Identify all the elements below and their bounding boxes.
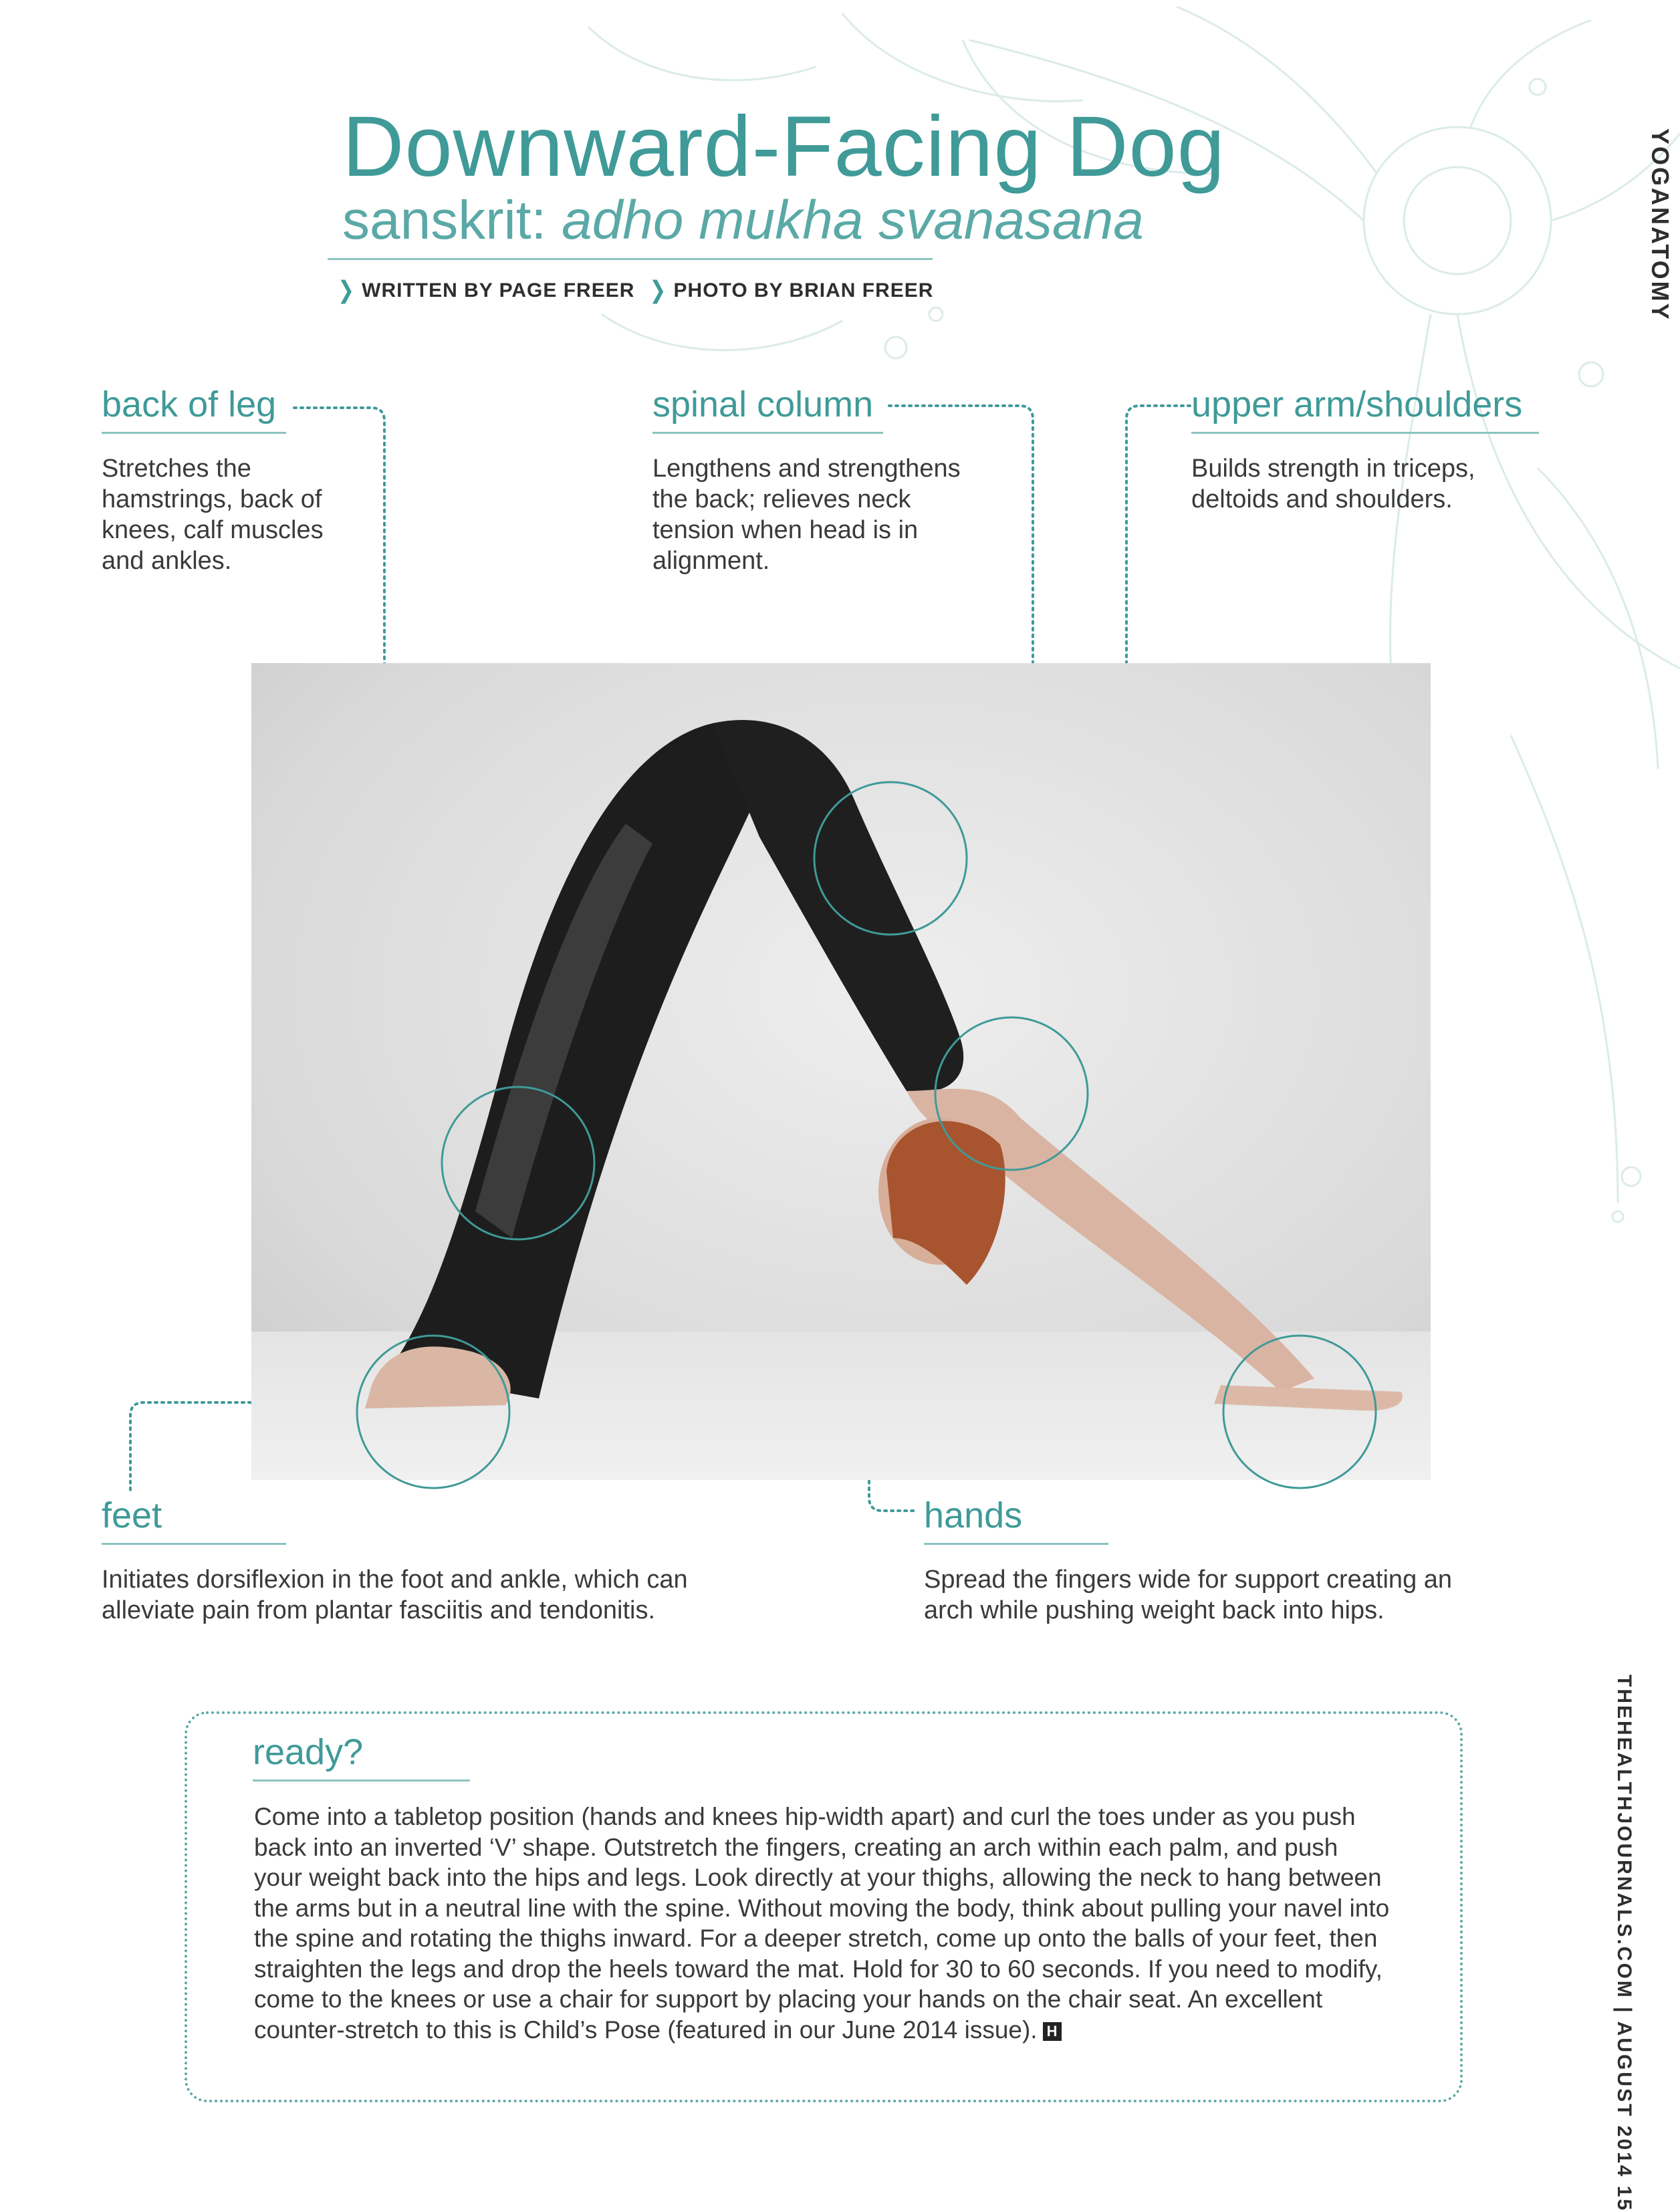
- back-of-leg-text: Stretches the hamstrings, back of knees, calf muscles and ankles.: [102, 455, 324, 575]
- chevron-right-icon: ❯: [338, 277, 356, 304]
- feet-rule: [102, 1543, 286, 1545]
- feet-heading: feet: [102, 1495, 162, 1535]
- feet-text: Initiates dorsiflexion in the foot and ankle, which can alleviate pain from plantar fasciitis and tendonitis.: [102, 1566, 688, 1624]
- ready-instructions: [254, 1802, 1391, 2045]
- journal-logo-icon: H: [1043, 2022, 1062, 2041]
- spinal-column-text: Lengthens and strengthens the back; relieves neck tension when head is in alignment.: [652, 455, 961, 575]
- photo-by: PHOTO BY BRIAN FREER: [673, 279, 934, 301]
- upper-arm-heading: upper arm/shoulders: [1191, 384, 1523, 424]
- spinal-column-rule: [652, 432, 883, 434]
- page-title: Downward-Facing Dog: [342, 99, 1225, 195]
- page-footer: THEHEALTHJOURNALS.COM | AUGUST 2014 15: [1613, 1675, 1635, 2212]
- written-by: WRITTEN BY PAGE FREER: [362, 279, 635, 301]
- ready-heading: ready?: [253, 1732, 364, 1772]
- ready-rule: [253, 1779, 470, 1781]
- title-rule: [328, 258, 933, 260]
- back-of-leg-heading: back of leg: [102, 384, 277, 424]
- sanskrit-name: adho mukha svanasana: [562, 190, 1144, 251]
- section-label: YOGANATOMY: [1647, 128, 1674, 322]
- upper-arm-text: Builds strength in triceps, deltoids and shoulders.: [1191, 455, 1475, 513]
- hands-rule: [924, 1543, 1108, 1545]
- yoga-pose-illustration: [251, 663, 1431, 1480]
- spinal-column-heading: spinal column: [652, 384, 874, 424]
- upper-arm-rule: [1191, 432, 1539, 434]
- ready-text: Come into a tabletop position (hands and knees hip-width apart) and curl the toes under as you push back into an inverted ‘V’ shape. Outstretch the fingers, creating an arch within each palm, and push your weight back into the hips and legs. Look directly at your thighs, allowing the neck to hang between the arms but in a neutral line with the spine. Without moving the body, think about pulling your navel into the spine and rotating the thighs inward. For a deeper stretch, come up onto the balls of your feet, then straighten the legs and drop the heels toward the mat. Hold for 30 to 60 seconds. If you need to modify, come to the knees or use a chair for support by placing your hands on the chair seat. An excellent counter-stretch to this is Child’s Pose (featured in our June 2014 issue).: [254, 1803, 1390, 2044]
- chevron-right-icon: ❯: [649, 277, 667, 304]
- byline: [338, 279, 933, 302]
- back-of-leg-rule: [102, 432, 286, 434]
- hands-text: Spread the fingers wide for support creating an arch while pushing weight back into hips.: [924, 1566, 1453, 1624]
- subtitle-prefix: sanskrit:: [342, 190, 562, 251]
- hands-heading: hands: [924, 1495, 1023, 1535]
- pose-photo: [251, 663, 1431, 1480]
- page-subtitle: [342, 189, 1144, 253]
